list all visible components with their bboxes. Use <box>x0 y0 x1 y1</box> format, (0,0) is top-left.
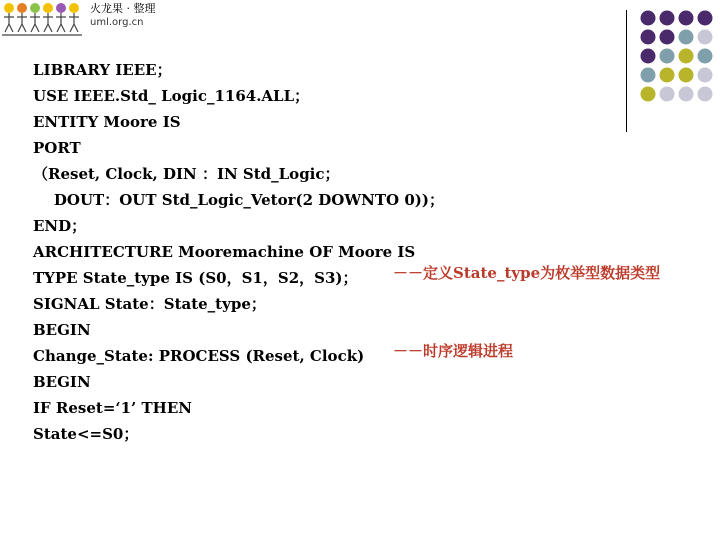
decorative-dot <box>679 87 694 102</box>
decorative-dot <box>679 30 694 45</box>
divider-line <box>626 10 627 132</box>
code-line: DOUT：OUT Std_Logic_Vetor(2 DOWNTO 0))； <box>33 191 444 209</box>
decorative-dot <box>660 11 675 26</box>
decorative-dot <box>641 49 656 64</box>
decorative-dot <box>698 49 713 64</box>
code-line: （Reset, Clock, DIN ：IN Std_Logic； <box>33 165 340 183</box>
decorative-dot <box>698 11 713 26</box>
decorative-dot <box>641 87 656 102</box>
code-line: ARCHITECTURE Mooremachine OF Moore IS <box>33 243 416 261</box>
code-line: State<=S0； <box>33 425 139 443</box>
type-comment: －－定义State_type为枚举型数据类型 <box>393 264 661 282</box>
decorative-dot <box>679 49 694 64</box>
code-line: BEGIN <box>33 373 91 391</box>
code-line: BEGIN <box>33 321 91 339</box>
decorative-dot <box>641 68 656 83</box>
decorative-dot <box>679 11 694 26</box>
code-line: SIGNAL State：State_type； <box>33 295 266 313</box>
decorative-dot <box>660 30 675 45</box>
code-line: PORT <box>33 139 81 157</box>
logo <box>0 0 160 40</box>
logo-brand: 火龙果 · 整理 <box>90 2 156 15</box>
logo-figures-icon <box>2 2 88 38</box>
decorative-dot <box>679 68 694 83</box>
code-line: END； <box>33 217 87 235</box>
code-line: IF Reset=‘1’ THEN <box>33 399 192 417</box>
decorative-dot-grid <box>638 8 718 118</box>
code-line: Change_State: PROCESS (Reset, Clock) <box>33 347 365 365</box>
decorative-dot <box>660 49 675 64</box>
decorative-dot <box>698 30 713 45</box>
decorative-dot <box>698 68 713 83</box>
code-line: LIBRARY IEEE； <box>33 61 172 79</box>
code-line: ENTITY Moore IS <box>33 113 181 131</box>
decorative-dot <box>660 87 675 102</box>
decorative-dot <box>641 11 656 26</box>
code-block <box>33 57 444 447</box>
decorative-dot <box>641 30 656 45</box>
logo-url: uml.org.cn <box>90 17 144 28</box>
decorative-dot <box>660 68 675 83</box>
process-comment: －－时序逻辑进程 <box>393 342 514 360</box>
code-line: USE IEEE.Std_ Logic_1164.ALL； <box>33 87 310 105</box>
decorative-dot <box>698 87 713 102</box>
code-line: TYPE State_type IS (S0，S1，S2，S3)； <box>33 269 358 287</box>
